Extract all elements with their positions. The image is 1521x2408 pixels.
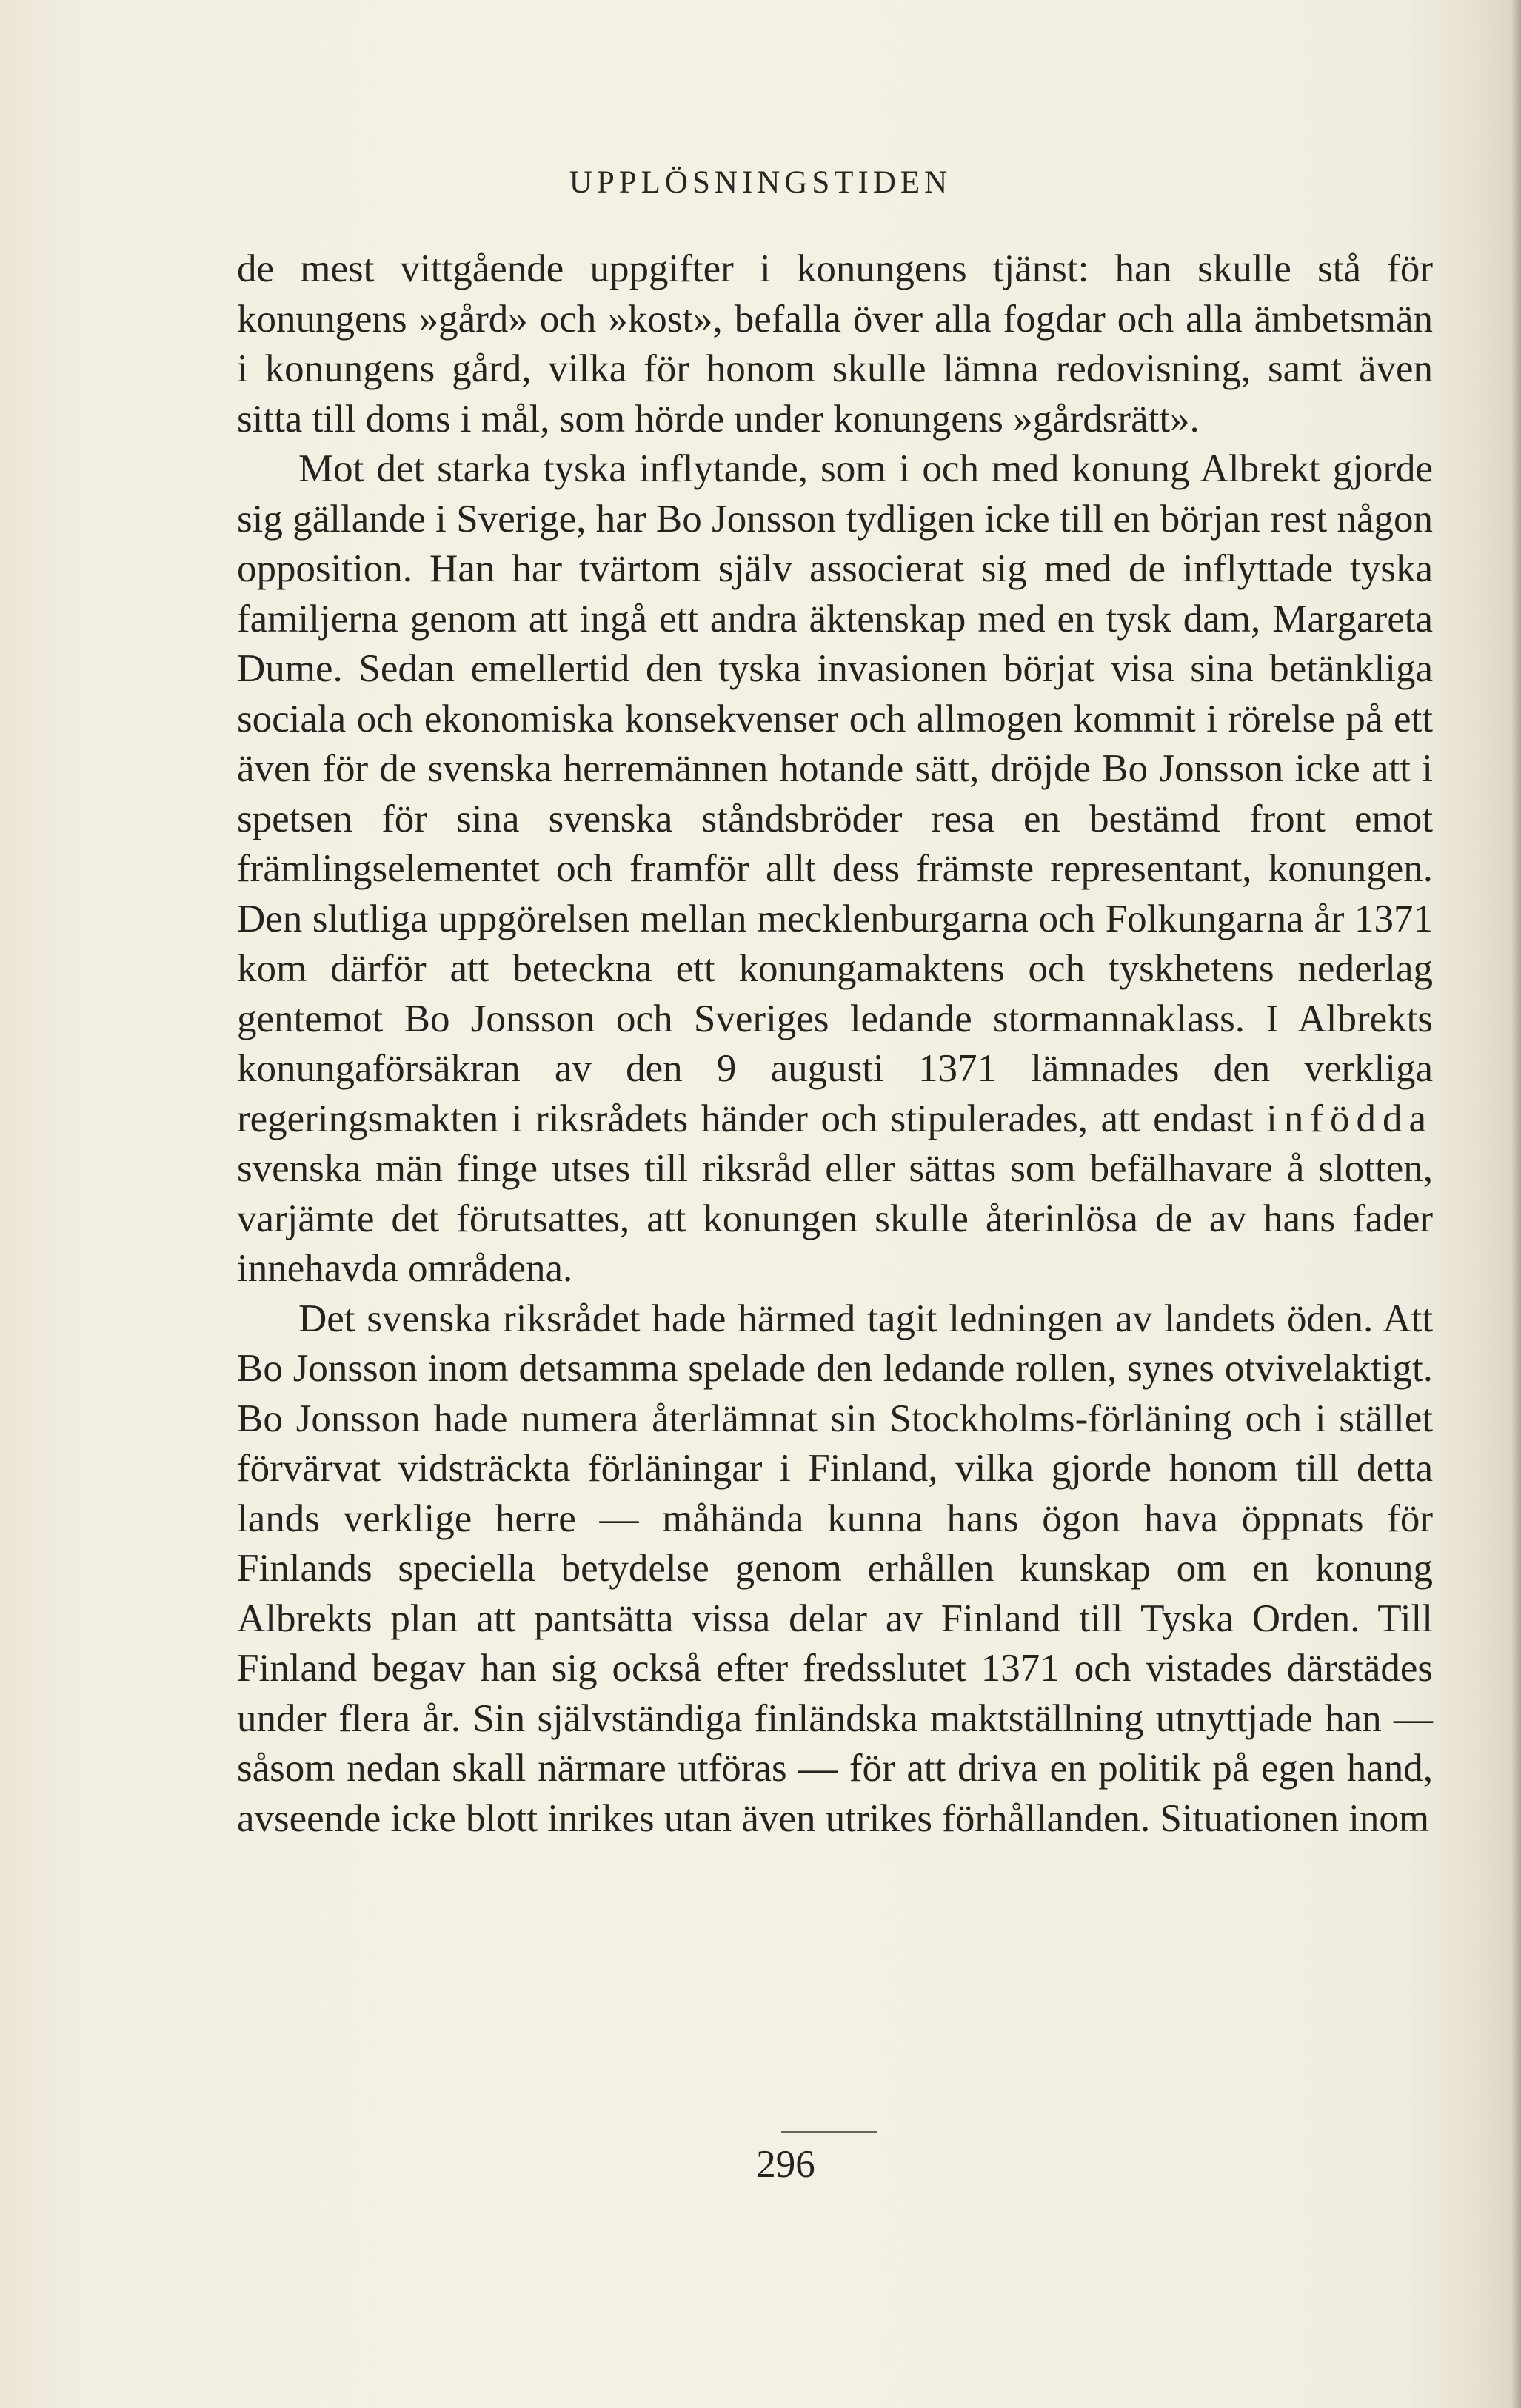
paragraph-3 <box>237 1294 1433 1845</box>
paragraph-2-text-after: svenska män finge utses till riksråd eller sättas som befälhavare å slotten, varjämte det förutsattes, att konungen skulle återinlösa de av hans fader innehavda områdena. <box>237 1147 1433 1290</box>
footer-rule <box>781 2131 877 2133</box>
page-number: 296 <box>756 2143 815 2186</box>
paragraph-1 <box>237 244 1433 444</box>
body-text <box>237 244 1433 1844</box>
running-head: UPPLÖSNINGSTIDEN <box>569 165 952 200</box>
paragraph-2 <box>237 444 1433 1294</box>
emphasized-word: infödda <box>1266 1097 1433 1140</box>
paragraph-1-text: de mest vittgående uppgifter i konungens tjänst: han skulle stå för konungens »gård» och »kost», befalla över alla fogdar och alla ämbetsmän i konungens gård, vilka för honom skulle lämna redovisning, samt även sitta till doms i mål, som hörde under konungens »gårdsrätt». <box>237 247 1433 441</box>
page-edge-shadow <box>1511 0 1521 2408</box>
paragraph-2-text: Mot det starka tyska inflytande, som i och med konung Albrekt gjorde sig gällande i Sverige, har Bo Jonsson tydligen icke till en början rest någon opposition. Han har tvärtom själv associerat sig med de inflyttade tyska familjerna genom att ingå ett andra äktenskap med en tysk dam, Margareta Dume. Sedan emellertid den tyska invasionen börjat visa sina betänkliga sociala och ekonomiska konsekvenser och allmogen kommit i rörelse på ett även för de svenska herremännen hotande sätt, dröjde Bo Jonsson icke att i spetsen för sina svenska ståndsbröder resa en bestämd front emot främlingselementet och framför allt dess främste representant, konungen. Den slutliga uppgörelsen mellan mecklenburgarna och Folkungarna år 1371 kom därför att beteckna ett konungamaktens och tyskhetens nederlag gentemot Bo Jonsson och Sveriges ledande stormannaklass. I Albrekts konungaförsäkran av den 9 augusti 1371 lämnades den verkliga regeringsmakten i riksrådets händer och stipulerades, att endast <box>237 447 1433 1140</box>
paragraph-3-text: Det svenska riksrådet hade härmed tagit ledningen av landets öden. Att Bo Jonsson inom detsamma spelade den ledande rollen, synes otvivelaktigt. Bo Jonsson hade numera återlämnat sin Stockholms-förläning och i stället förvärvat vidsträckta förläningar i Finland, vilka gjorde honom till detta lands verklige herre — måhända kunna hans ögon hava öppnats för Finlands speciella betydelse genom erhållen kunskap om en konung Albrekts plan att pantsätta vissa delar av Finland till Tyska Orden. Till Finland begav han sig också efter fredsslutet 1371 och vistades därstädes under flera år. Sin självständiga finländska maktställning utnyttjade han — såsom nedan skall närmare utföras — för att driva en politik på egen hand, avseende icke blott inrikes utan även utrikes förhållanden. Situationen inom <box>237 1297 1433 1840</box>
